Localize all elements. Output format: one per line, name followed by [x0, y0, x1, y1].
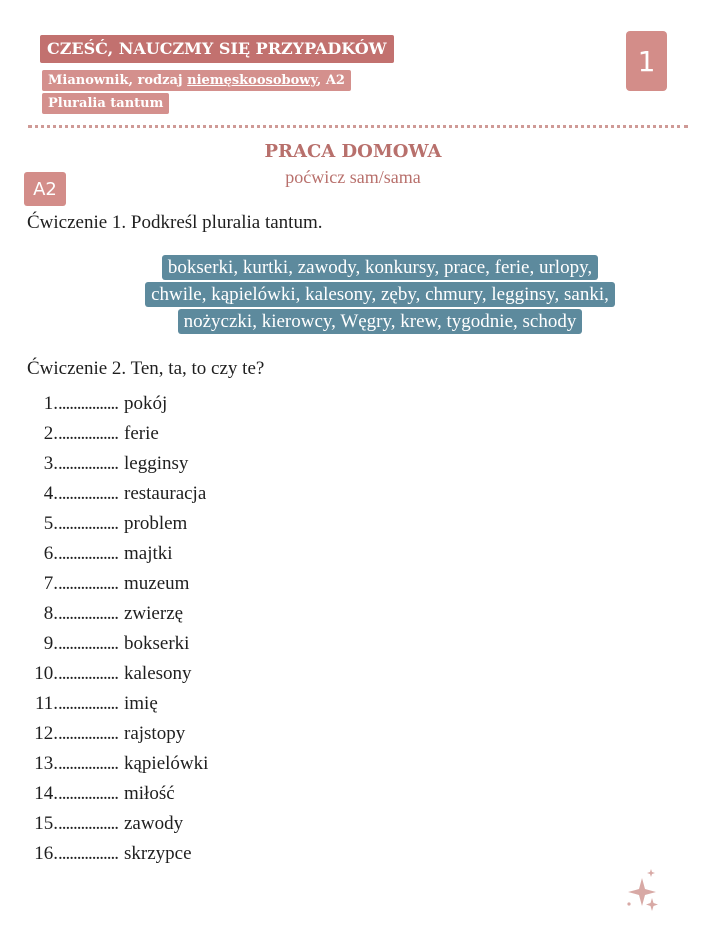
item-word: restauracja — [124, 483, 207, 504]
answer-blank[interactable]: ................ — [58, 813, 118, 834]
subtitle-underlined: niemęskoosobowy — [187, 73, 317, 88]
item-word: zawody — [124, 813, 184, 834]
item-word: ferie — [124, 423, 159, 444]
item-number: 2. — [43, 423, 58, 444]
item-word: muzeum — [124, 573, 190, 594]
item-number: 3. — [43, 453, 58, 474]
answer-blank[interactable]: ................ — [58, 843, 118, 864]
item-number: 13. — [34, 753, 58, 774]
item-number: 11. — [34, 693, 58, 714]
exercise2-item — [30, 812, 208, 842]
homework-subtitle: poćwicz sam/sama — [285, 167, 421, 187]
level-badge: A2 — [24, 172, 66, 206]
exercise2-item — [30, 392, 208, 422]
exercise2-item — [30, 842, 208, 872]
item-word: zwierzę — [124, 603, 184, 624]
answer-blank[interactable]: ................ — [58, 453, 118, 474]
sparkle-icon — [622, 868, 666, 914]
item-number: 9. — [43, 633, 58, 654]
item-word: bokserki — [124, 633, 190, 654]
item-word: rajstopy — [124, 723, 186, 744]
answer-blank[interactable]: ................ — [58, 663, 118, 684]
exercise2-item — [30, 692, 208, 722]
exercise1-title: Ćwiczenie 1. Podkreśl pluralia tantum. — [27, 212, 323, 233]
answer-blank[interactable]: ................ — [58, 783, 118, 804]
word-bank-line — [0, 308, 720, 335]
answer-blank[interactable]: ................ — [58, 753, 118, 774]
exercise2-title: Ćwiczenie 2. Ten, ta, to czy te? — [27, 358, 265, 379]
exercise2-item — [30, 662, 208, 692]
answer-blank[interactable]: ................ — [58, 633, 118, 654]
page-number-badge: 1 — [626, 31, 667, 91]
exercise2-item — [30, 602, 208, 632]
exercise2-item — [30, 632, 208, 662]
item-word: legginsy — [124, 453, 189, 474]
exercise2-item — [30, 542, 208, 572]
exercise2-item — [30, 782, 208, 812]
item-number: 7. — [43, 573, 58, 594]
exercise1-word-bank — [0, 254, 720, 335]
answer-blank[interactable]: ................ — [58, 423, 118, 444]
answer-blank[interactable]: ................ — [58, 573, 118, 594]
item-word: kąpielówki — [124, 753, 209, 774]
subtitle-prefix: Mianownik, rodzaj — [48, 73, 188, 88]
word-bank-text: nożyczki, kierowcy, Węgry, krew, tygodnie, schody — [178, 309, 583, 334]
answer-blank[interactable]: ................ — [58, 513, 118, 534]
item-number: 8. — [43, 603, 58, 624]
exercise2-item — [30, 572, 208, 602]
dotted-divider — [28, 125, 688, 128]
item-number: 5. — [43, 513, 58, 534]
item-word: skrzypce — [124, 843, 192, 864]
item-number: 4. — [43, 483, 58, 504]
homework-title: PRACA DOMOWA — [264, 141, 442, 162]
answer-blank[interactable]: ................ — [58, 723, 118, 744]
item-number: 15. — [34, 813, 58, 834]
item-number: 1. — [43, 393, 58, 414]
item-word: pokój — [124, 393, 168, 414]
item-word: majtki — [124, 543, 173, 564]
exercise2-item — [30, 722, 208, 752]
answer-blank[interactable]: ................ — [58, 393, 118, 414]
item-word: problem — [124, 513, 188, 534]
word-bank-text: bokserki, kurtki, zawody, konkursy, prace, ferie, urlopy, — [162, 255, 598, 280]
word-bank-text: chwile, kąpielówki, kalesony, zęby, chmury, legginsy, sanki, — [145, 282, 615, 307]
exercise2-item — [30, 452, 208, 482]
subtitle-suffix: , A2 — [316, 73, 345, 88]
item-number: 16. — [34, 843, 58, 864]
exercise2-item — [30, 512, 208, 542]
item-number: 10. — [34, 663, 58, 684]
word-bank-line — [0, 254, 720, 281]
exercise2-item — [30, 752, 208, 782]
item-number: 6. — [43, 543, 58, 564]
item-word: miłość — [124, 783, 175, 804]
item-number: 12. — [34, 723, 58, 744]
answer-blank[interactable]: ................ — [58, 543, 118, 564]
exercise2-item — [30, 482, 208, 512]
item-word: kalesony — [124, 663, 192, 684]
worksheet-topic: Pluralia tantum — [42, 93, 169, 114]
exercise2-item — [30, 422, 208, 452]
worksheet-title: CZEŚĆ, NAUCZMY SIĘ PRZYPADKÓW — [40, 35, 394, 63]
answer-blank[interactable]: ................ — [58, 693, 118, 714]
word-bank-line — [0, 281, 720, 308]
worksheet-subtitle — [42, 70, 351, 91]
exercise2-list — [30, 392, 208, 872]
item-word: imię — [124, 693, 158, 714]
answer-blank[interactable]: ................ — [58, 603, 118, 624]
answer-blank[interactable]: ................ — [58, 483, 118, 504]
item-number: 14. — [34, 783, 58, 804]
